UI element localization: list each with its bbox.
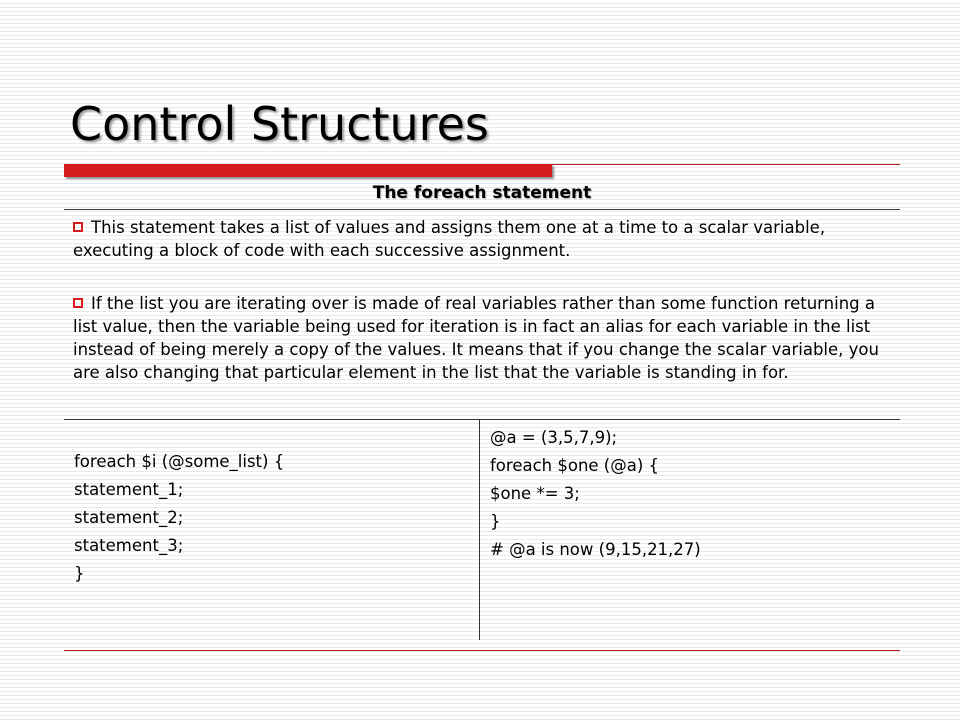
code-line: statement_2;	[74, 508, 184, 527]
code-line: }	[490, 512, 501, 531]
section-title: The foreach statement	[372, 183, 592, 203]
hollow-square-icon	[73, 222, 83, 232]
slide-title: Control Structures	[70, 97, 489, 151]
code-line: $one *= 3;	[490, 484, 580, 503]
paragraph-1-text: This statement takes a list of values and assigns them one at a time to a scalar variable, executing a block of code with each successive assignment.	[73, 218, 826, 260]
hollow-square-icon	[73, 298, 83, 308]
paragraph-2-text: If the list you are iterating over is made of real variables rather than some function returning a list value, then the variable being used for iteration is in fact an alias for each variable in the list instead of being merely a copy of the values. It means that if you change the scalar variable, you are also changing that particular element in the list that the variable is standing in for.	[73, 294, 879, 382]
title-rule	[552, 164, 900, 165]
left-code-block	[74, 448, 284, 588]
bottom-rule	[64, 650, 900, 651]
table-top-rule	[64, 419, 900, 420]
code-line: }	[74, 564, 85, 583]
paragraph-1	[73, 216, 893, 262]
code-line: foreach $one (@a) {	[490, 456, 660, 475]
right-code-block	[490, 424, 701, 564]
code-line: statement_1;	[74, 480, 184, 499]
table-column-divider	[479, 420, 480, 640]
code-line: statement_3;	[74, 536, 184, 555]
code-line: # @a is now (9,15,21,27)	[490, 540, 701, 559]
code-line: @a = (3,5,7,9);	[490, 428, 618, 447]
code-line: foreach $i (@some_list) {	[74, 452, 285, 471]
paragraph-2	[73, 292, 893, 384]
title-accent-bar	[64, 164, 552, 177]
section-rule	[64, 209, 900, 210]
